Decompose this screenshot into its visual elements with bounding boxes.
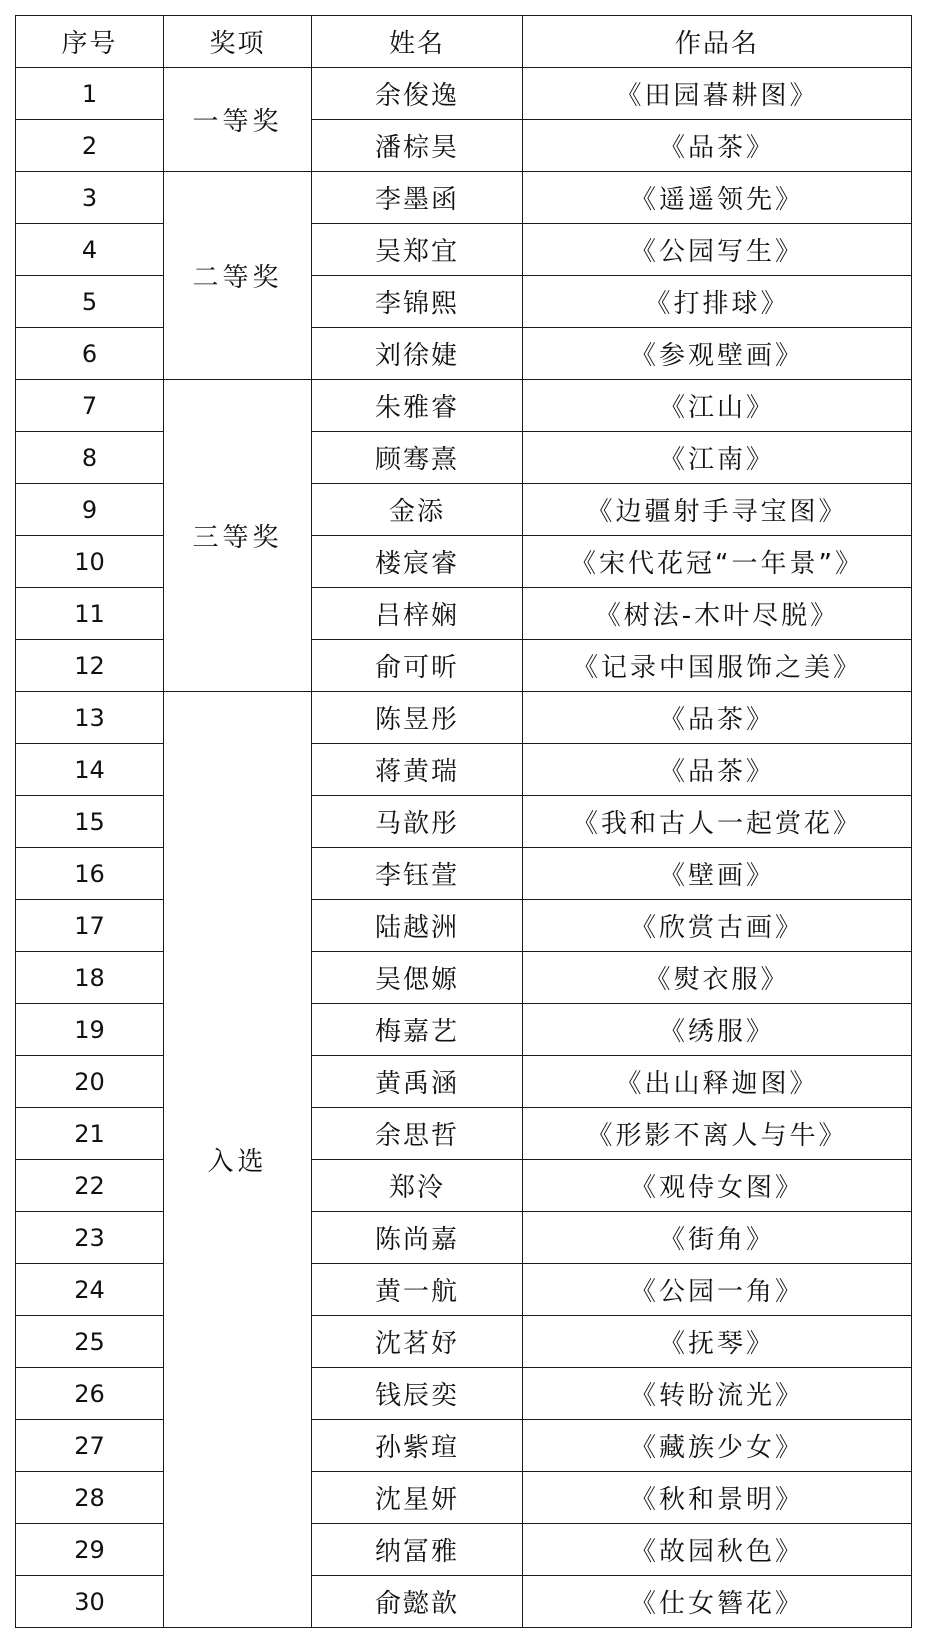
cell-name: 李锦熙 <box>312 276 523 328</box>
table-row <box>16 224 912 276</box>
table-row <box>16 276 912 328</box>
table-row <box>16 1264 912 1316</box>
cell-work-title: 《形影不离人与牛》 <box>523 1108 912 1160</box>
cell-work-title: 《品茶》 <box>523 120 912 172</box>
table-row <box>16 1368 912 1420</box>
table-row <box>16 588 912 640</box>
cell-seq: 30 <box>16 1576 164 1628</box>
cell-seq: 22 <box>16 1160 164 1212</box>
table-body <box>16 68 912 1628</box>
cell-work-title: 《出山释迦图》 <box>523 1056 912 1108</box>
cell-work-title: 《田园暮耕图》 <box>523 68 912 120</box>
cell-name: 陈尚嘉 <box>312 1212 523 1264</box>
cell-work-title: 《品茶》 <box>523 692 912 744</box>
table-row <box>16 1212 912 1264</box>
cell-work-title: 《品茶》 <box>523 744 912 796</box>
table-row <box>16 796 912 848</box>
cell-seq: 6 <box>16 328 164 380</box>
table-row <box>16 1524 912 1576</box>
table-row <box>16 484 912 536</box>
table-row <box>16 744 912 796</box>
cell-work-title: 《壁画》 <box>523 848 912 900</box>
cell-work-title: 《江南》 <box>523 432 912 484</box>
cell-seq: 13 <box>16 692 164 744</box>
cell-name: 梅嘉艺 <box>312 1004 523 1056</box>
table-row <box>16 120 912 172</box>
cell-work-title: 《秋和景明》 <box>523 1472 912 1524</box>
cell-work-title: 《宋代花冠“一年景”》 <box>523 536 912 588</box>
cell-seq: 5 <box>16 276 164 328</box>
cell-award-group: 三等奖 <box>164 380 312 692</box>
cell-name: 李墨函 <box>312 172 523 224</box>
cell-work-title: 《公园一角》 <box>523 1264 912 1316</box>
cell-name: 顾骞熹 <box>312 432 523 484</box>
cell-name: 陆越洲 <box>312 900 523 952</box>
cell-work-title: 《遥遥领先》 <box>523 172 912 224</box>
cell-name: 孙紫瑄 <box>312 1420 523 1472</box>
cell-work-title: 《转盼流光》 <box>523 1368 912 1420</box>
cell-seq: 26 <box>16 1368 164 1420</box>
cell-seq: 10 <box>16 536 164 588</box>
cell-work-title: 《边疆射手寻宝图》 <box>523 484 912 536</box>
cell-name: 金添 <box>312 484 523 536</box>
cell-work-title: 《打排球》 <box>523 276 912 328</box>
header-award: 奖项 <box>164 16 312 68</box>
table-row <box>16 328 912 380</box>
table-row <box>16 1576 912 1628</box>
cell-seq: 27 <box>16 1420 164 1472</box>
cell-name: 楼宸睿 <box>312 536 523 588</box>
cell-award-group: 二等奖 <box>164 172 312 380</box>
cell-name: 郑泠 <box>312 1160 523 1212</box>
cell-seq: 9 <box>16 484 164 536</box>
cell-name: 刘徐婕 <box>312 328 523 380</box>
cell-work-title: 《街角》 <box>523 1212 912 1264</box>
cell-seq: 23 <box>16 1212 164 1264</box>
header-row <box>16 16 912 68</box>
cell-seq: 24 <box>16 1264 164 1316</box>
table-row <box>16 432 912 484</box>
header-name: 姓名 <box>312 16 523 68</box>
cell-name: 蒋黄瑞 <box>312 744 523 796</box>
cell-name: 余思哲 <box>312 1108 523 1160</box>
cell-seq: 14 <box>16 744 164 796</box>
table-row <box>16 848 912 900</box>
cell-award-group: 入选 <box>164 692 312 1628</box>
cell-name: 俞可昕 <box>312 640 523 692</box>
cell-award-group: 一等奖 <box>164 68 312 172</box>
table-row <box>16 1056 912 1108</box>
table-row <box>16 172 912 224</box>
cell-work-title: 《故园秋色》 <box>523 1524 912 1576</box>
cell-seq: 28 <box>16 1472 164 1524</box>
cell-work-title: 《参观壁画》 <box>523 328 912 380</box>
cell-name: 朱雅睿 <box>312 380 523 432</box>
cell-seq: 3 <box>16 172 164 224</box>
award-list-table <box>15 15 912 1628</box>
cell-seq: 1 <box>16 68 164 120</box>
cell-seq: 15 <box>16 796 164 848</box>
cell-seq: 21 <box>16 1108 164 1160</box>
cell-work-title: 《公园写生》 <box>523 224 912 276</box>
table-row <box>16 1108 912 1160</box>
cell-work-title: 《抚琴》 <box>523 1316 912 1368</box>
cell-name: 陈昱彤 <box>312 692 523 744</box>
header-seq: 序号 <box>16 16 164 68</box>
cell-name: 黄一航 <box>312 1264 523 1316</box>
cell-name: 吴偲嫄 <box>312 952 523 1004</box>
cell-seq: 4 <box>16 224 164 276</box>
table-row <box>16 1004 912 1056</box>
cell-work-title: 《我和古人一起赏花》 <box>523 796 912 848</box>
table-row <box>16 1160 912 1212</box>
cell-seq: 16 <box>16 848 164 900</box>
cell-work-title: 《仕女簪花》 <box>523 1576 912 1628</box>
cell-work-title: 《绣服》 <box>523 1004 912 1056</box>
cell-work-title: 《欣赏古画》 <box>523 900 912 952</box>
cell-seq: 2 <box>16 120 164 172</box>
cell-seq: 18 <box>16 952 164 1004</box>
cell-name: 沈星妍 <box>312 1472 523 1524</box>
cell-name: 马歆彤 <box>312 796 523 848</box>
cell-seq: 17 <box>16 900 164 952</box>
cell-work-title: 《江山》 <box>523 380 912 432</box>
cell-work-title: 《熨衣服》 <box>523 952 912 1004</box>
cell-name: 俞懿歆 <box>312 1576 523 1628</box>
cell-seq: 29 <box>16 1524 164 1576</box>
cell-work-title: 《观侍女图》 <box>523 1160 912 1212</box>
cell-name: 黄禹涵 <box>312 1056 523 1108</box>
table-row <box>16 1420 912 1472</box>
table-row <box>16 68 912 120</box>
table-row <box>16 900 912 952</box>
cell-work-title: 《藏族少女》 <box>523 1420 912 1472</box>
cell-name: 李钰萱 <box>312 848 523 900</box>
cell-name: 吕梓娴 <box>312 588 523 640</box>
cell-seq: 11 <box>16 588 164 640</box>
header-work: 作品名 <box>523 16 912 68</box>
cell-work-title: 《树法-木叶尽脱》 <box>523 588 912 640</box>
table-row <box>16 692 912 744</box>
table-row <box>16 640 912 692</box>
table-row <box>16 1472 912 1524</box>
cell-name: 吴郑宜 <box>312 224 523 276</box>
table-row <box>16 536 912 588</box>
cell-name: 纳冨雅 <box>312 1524 523 1576</box>
cell-name: 钱辰奕 <box>312 1368 523 1420</box>
table-row <box>16 380 912 432</box>
cell-seq: 7 <box>16 380 164 432</box>
cell-name: 沈茗妤 <box>312 1316 523 1368</box>
cell-seq: 20 <box>16 1056 164 1108</box>
cell-work-title: 《记录中国服饰之美》 <box>523 640 912 692</box>
cell-name: 潘棕昊 <box>312 120 523 172</box>
cell-seq: 12 <box>16 640 164 692</box>
cell-name: 余俊逸 <box>312 68 523 120</box>
cell-seq: 25 <box>16 1316 164 1368</box>
table-row <box>16 1316 912 1368</box>
cell-seq: 8 <box>16 432 164 484</box>
table-header <box>16 16 912 68</box>
cell-seq: 19 <box>16 1004 164 1056</box>
table-row <box>16 952 912 1004</box>
